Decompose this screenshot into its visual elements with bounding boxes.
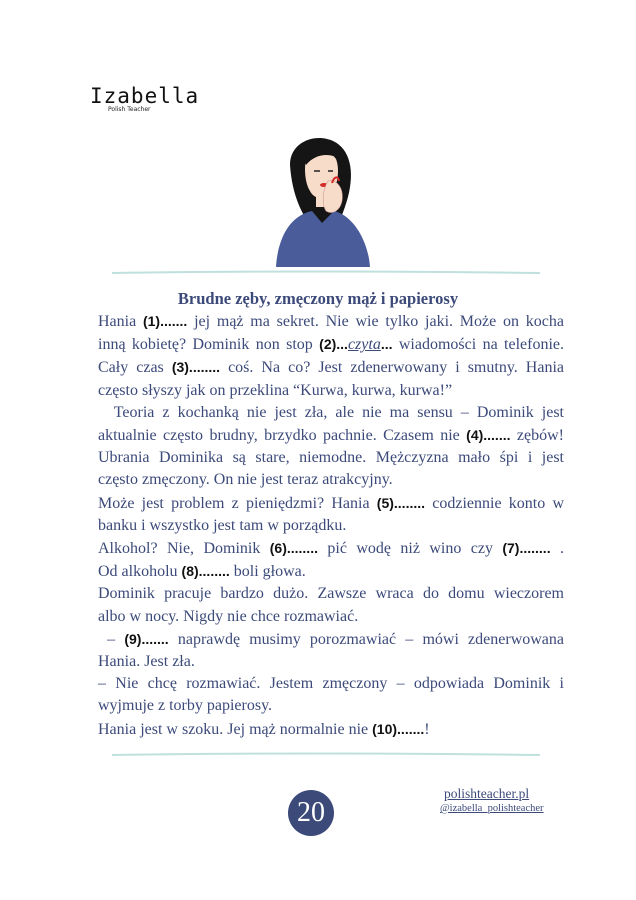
woman-portrait-icon xyxy=(272,135,372,267)
story-title: Brudne zęby, zmęczony mąż i papierosy xyxy=(177,289,459,308)
brand-name: Izabella xyxy=(90,84,200,108)
story-text-run: Alkohol? Nie, Dominik xyxy=(98,540,270,558)
blank-marker: (7)........ xyxy=(502,540,551,557)
story-text-run: – xyxy=(98,630,125,648)
story-text xyxy=(98,310,564,741)
story-text-run: zębów! xyxy=(510,427,564,445)
story-line xyxy=(98,515,564,537)
blank-marker: (4)....... xyxy=(466,427,511,444)
story-line xyxy=(98,447,564,469)
brand-subtitle: Polish Teacher xyxy=(108,106,151,113)
story-line xyxy=(98,402,564,424)
brand-logo xyxy=(90,84,199,113)
story-line xyxy=(98,628,564,651)
story-text-run: Od alkoholu xyxy=(98,563,182,581)
story-text-run: wyjmuje z torby papierosy. xyxy=(98,697,273,715)
story-line xyxy=(98,356,564,379)
story-text-run: . xyxy=(550,540,564,558)
story-line xyxy=(98,695,564,717)
divider-top xyxy=(112,270,540,276)
story-line xyxy=(98,583,564,605)
story-line xyxy=(98,606,564,628)
story-line xyxy=(98,310,564,333)
story-line xyxy=(98,469,564,491)
blank-marker: (2)... xyxy=(319,336,348,353)
story-text-run: ! xyxy=(424,720,430,738)
story-text-run: codziennie konto w xyxy=(425,494,564,512)
story-text-run: wiadomości na telefonie. xyxy=(392,336,565,354)
blank-marker: ... xyxy=(380,336,393,353)
blank-marker: (9)....... xyxy=(124,630,169,647)
page-number: 20 xyxy=(288,790,334,836)
story-text-run: Hania. Jest zła. xyxy=(98,653,195,671)
story-text-run: albo w nocy. Nigdy nie chce rozmawiać. xyxy=(98,607,359,625)
blank-marker: (10)....... xyxy=(372,720,425,737)
story-text-run: Ubrania Dominika są stare, niemodne. Mężczyzna mało śpi i jest xyxy=(98,449,564,467)
blank-marker: (6)........ xyxy=(269,540,318,557)
story-line xyxy=(98,718,564,741)
story-text-run: Dominik pracuje bardzo dużo. Zawsze wraca do domu wieczorem xyxy=(98,585,564,603)
story-text-run: pić wodę niż wino czy xyxy=(317,540,503,558)
blank-marker: (5)........ xyxy=(376,494,426,511)
story-text-run: naprawdę musimy porozmawiać – mówi zdenerwowana xyxy=(168,630,565,648)
story-text-run: Może jest problem z pieniędzmi? Hania xyxy=(98,494,377,512)
story-text-run: boli głowa. xyxy=(229,563,306,581)
story-text-run: – Nie chcę rozmawiać. Jestem zmęczony – odpowiada Dominik i xyxy=(98,675,564,693)
story-line xyxy=(98,492,564,515)
filled-answer: czyta xyxy=(347,336,381,354)
story-line xyxy=(98,560,564,583)
social-handle-link[interactable]: @izabella_polishteacher xyxy=(440,803,544,814)
blank-marker: (1)....... xyxy=(142,313,188,329)
story-line xyxy=(98,651,564,673)
story-line xyxy=(98,673,564,695)
story-line xyxy=(98,537,564,560)
story-text-run: często słyszy jak on przeklina “Kurwa, kurwa, kurwa!” xyxy=(98,381,453,399)
story-text-run: jej mąż ma sekret. Nie wie tylko jaki. Może on kocha xyxy=(187,313,565,330)
story-line xyxy=(98,333,564,356)
blank-marker: (3)........ xyxy=(171,359,221,376)
blank-marker: (8)........ xyxy=(181,563,230,580)
divider-bottom xyxy=(112,752,540,758)
story-text-run: banku i wszystko jest tam w porządku. xyxy=(98,516,347,534)
story-text-run: coś. Na co? Jest zdenerwowany i smutny. Hania xyxy=(220,359,565,377)
story-text-run: często zmęczony. On nie jest teraz atrakcyjny. xyxy=(98,471,393,489)
website-link[interactable]: polishteacher.pl xyxy=(444,786,530,801)
story-text-run: Hania xyxy=(98,313,143,330)
story-text-run: Teoria z kochanką nie jest zła, ale nie ma sensu – Dominik jest xyxy=(98,403,564,421)
story-text-run: Cały czas xyxy=(98,359,172,377)
story-text-run: inną kobietę? Dominik non stop xyxy=(98,336,320,354)
story-text-run: aktualnie często brudny, brzydko pachnie. Czasem nie xyxy=(98,427,467,445)
story-line xyxy=(98,424,564,447)
story-text-run: Hania jest w szoku. Jej mąż normalnie nie xyxy=(98,720,373,738)
story-line xyxy=(98,380,564,402)
